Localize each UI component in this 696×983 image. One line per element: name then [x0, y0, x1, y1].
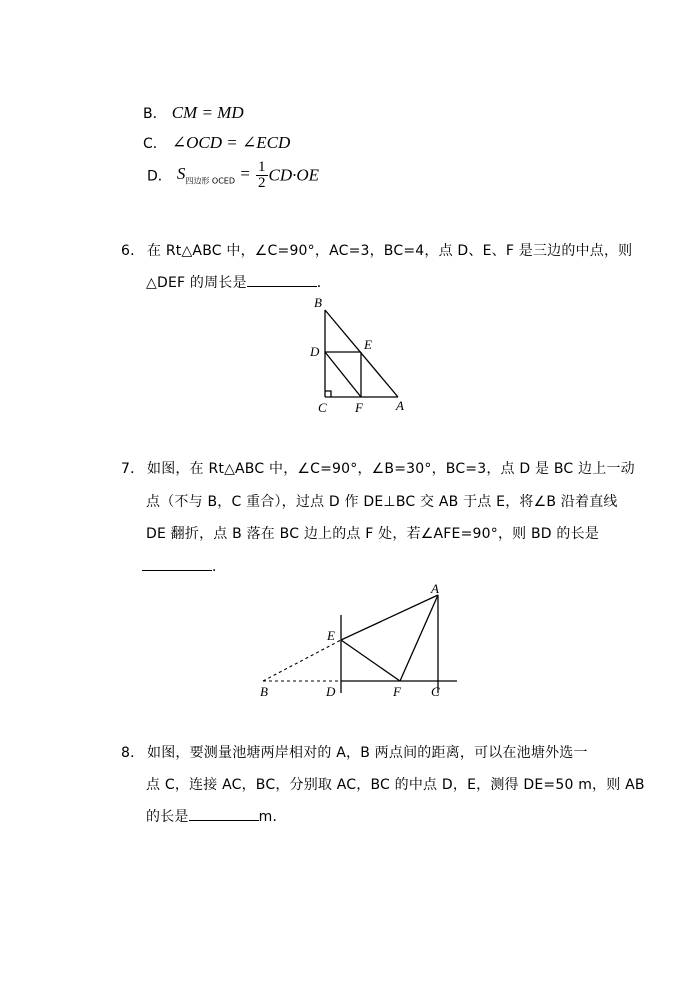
- q6-right-angle-mark: [325, 391, 331, 397]
- q7-segment-fa: [400, 595, 438, 681]
- q8-line3-end: m．: [258, 809, 287, 825]
- option-c: [143, 133, 290, 153]
- option-d-num: 1: [258, 159, 266, 175]
- q8-number: 8．: [121, 745, 145, 761]
- option-d-eq: =: [235, 164, 255, 184]
- q6-figure: [300, 292, 420, 417]
- q6-line2-text: △DEF 的周长是: [146, 275, 247, 291]
- q7-line2: 点（不与 B，C 重合），过点 D 作 DE⊥BC 交 AB 于点 E，将∠B 沿着直线: [146, 494, 618, 510]
- option-d-label: D．: [147, 168, 172, 185]
- q6-label-d: D: [310, 344, 320, 359]
- option-d: [147, 160, 319, 191]
- q7-line1: 如图，在 Rt△ABC 中，∠C=90°，∠B=30°，BC=3，点 D 是 BC 边上一动: [147, 461, 635, 477]
- option-c-label: C．: [143, 136, 167, 152]
- q7-label-c: C: [431, 684, 440, 699]
- q6-label-f: F: [355, 400, 363, 415]
- q7-label-e: E: [327, 628, 335, 643]
- q8-line3-text: 的长是: [146, 809, 189, 825]
- q7-line3: DE 翻折，点 B 落在 BC 边上的点 F 处，若∠AFE=90°，则 BD 的长是: [146, 526, 600, 542]
- q7-dashed-be: [263, 640, 341, 681]
- q7-answer-blank[interactable]: [142, 556, 212, 571]
- q6-label-b: B: [314, 295, 322, 310]
- option-d-fraction: [256, 160, 268, 191]
- option-d-subscript: 四边形 OCED: [185, 176, 236, 186]
- option-b-formula: CM = MD: [171, 103, 244, 122]
- q8-answer-blank[interactable]: [189, 806, 259, 821]
- q6-line2: [146, 272, 331, 292]
- option-b: [143, 103, 244, 123]
- q6-number: 6．: [121, 243, 145, 259]
- q6-answer-blank[interactable]: [247, 272, 317, 287]
- q7-label-a: A: [431, 581, 439, 596]
- q7-label-f: F: [393, 684, 401, 699]
- q7-segment-ea: [341, 595, 438, 640]
- option-d-s: S: [176, 164, 186, 184]
- q7-number: 7．: [121, 461, 145, 477]
- q6-label-c: C: [318, 400, 327, 415]
- q8-line1: 如图，要测量池塘两岸相对的 A，B 两点间的距离，可以在池塘外选一: [147, 745, 588, 761]
- q6-label-e: E: [364, 337, 372, 352]
- q6-segment-df: [325, 352, 361, 397]
- q7-line4-end: ．: [212, 559, 227, 575]
- option-d-den: 2: [258, 175, 266, 191]
- option-c-formula: ∠OCD = ∠ECD: [171, 133, 291, 152]
- q7-label-b: B: [260, 684, 268, 699]
- option-d-rest: CD·OE: [268, 165, 320, 185]
- q6-line2-end: ．: [316, 275, 331, 291]
- q6-line1: 在 Rt△ABC 中，∠C=90°，AC=3，BC=4，点 D、E、F 是三边的中点，则: [147, 243, 633, 259]
- q7-label-d: D: [326, 684, 336, 699]
- q6-label-a: A: [396, 398, 404, 413]
- q7-segment-ef: [341, 640, 400, 681]
- option-b-label: B．: [143, 106, 167, 122]
- q7-line4: [142, 556, 226, 576]
- q8-line2: 点 C，连接 AC，BC，分别取 AC，BC 的中点 D，E，测得 DE=50 m，则 AB: [146, 777, 645, 793]
- q8-line3: [146, 806, 287, 826]
- q7-figure: [250, 578, 465, 700]
